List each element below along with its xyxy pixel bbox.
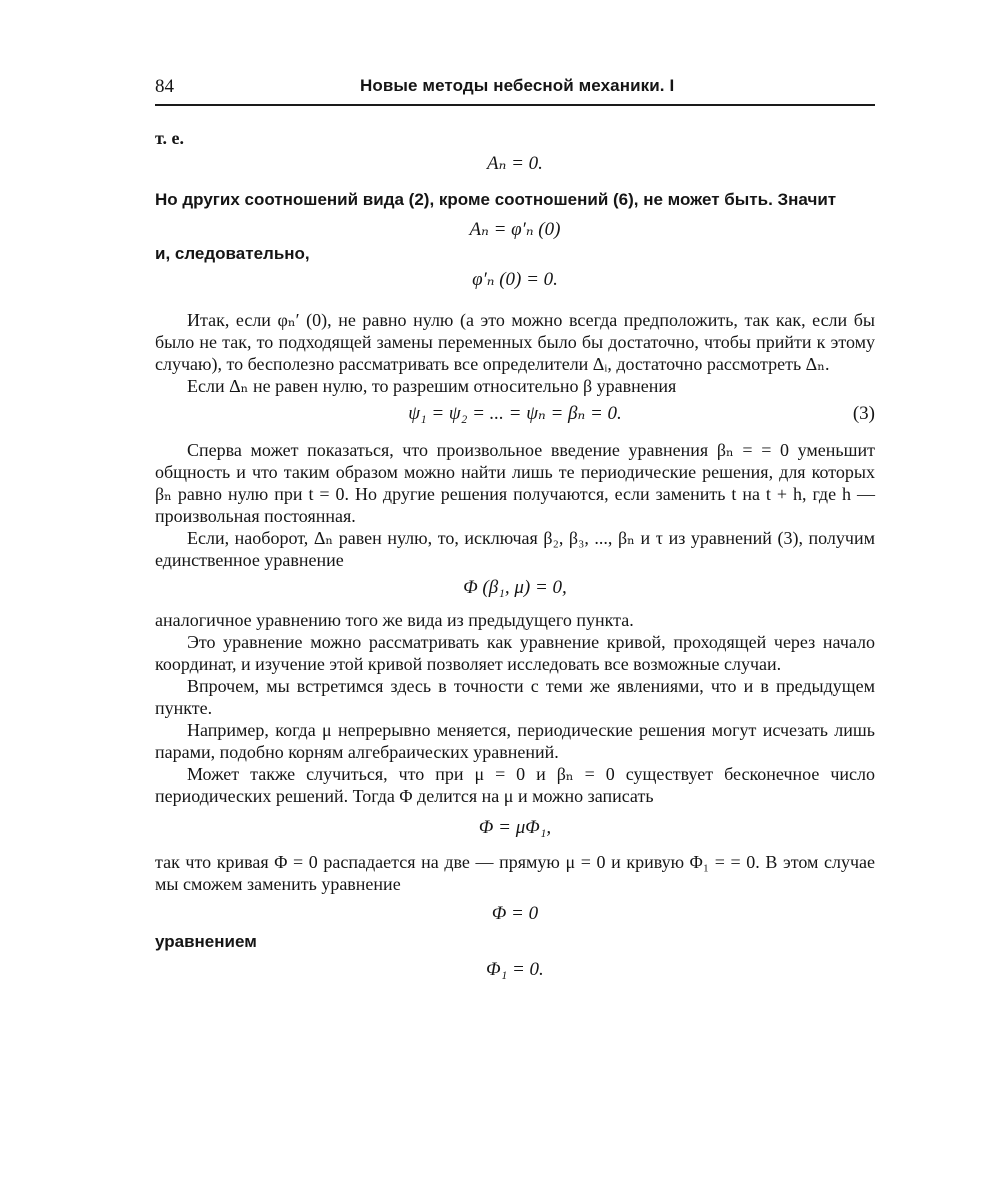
page-header: [155, 72, 875, 102]
equation-phi-beta: Φ (β₁, μ) = 0,: [463, 577, 567, 598]
page-body: [155, 127, 875, 981]
paragraph-5: Если, наоборот, Δₙ равен нулю, то, исключая β₂, β₃, ..., βₙ и τ из уравнений (3), получим единственное уравнение: [155, 528, 875, 570]
equation-3-number: (3): [852, 403, 875, 424]
equation-phi-mu: Φ = μΦ₁,: [478, 817, 552, 838]
header-rule: [155, 104, 875, 106]
paragraph-1: Но других соотношений вида (2), кроме соотношений (6), не может быть. Значит: [155, 190, 837, 209]
equation-phi-zero: φ′ₙ (0) = 0.: [472, 269, 558, 290]
paragraph-6: аналогичное уравнению того же вида из предыдущего пункта.: [155, 610, 634, 630]
equation-an-phi: Aₙ = φ′ₙ (0): [469, 219, 561, 240]
paragraph-9: Например, когда μ непрерывно меняется, периодические решения могут исчезать лишь парами, подобно корням алгебраических уравнений.: [155, 720, 875, 762]
equation-an-zero: Aₙ = 0.: [487, 153, 543, 174]
paragraph-2: Итак, если φₙ′ (0), не равно нулю (а это можно всегда предположить, так как, если бы было не так, то подходящей замены переменных было бы достаточно, чтобы прийти к этому случаю), то бесполезно рассматривать все определители Δᵢ, достаточно рассмотреть Δₙ.: [155, 310, 875, 374]
by-equation: уравнением: [155, 932, 257, 951]
paragraph-4: Сперва может показаться, что произвольное введение уравнения βₙ = = 0 уменьшит общность и что таким образом можно найти лишь те периодические решения, для которых βₙ равно нулю при t = 0. Но другие решения получаются, если заменить t на t + h, где h — произвольная постоянная.: [155, 440, 875, 526]
paragraph-3: Если Δₙ не равен нулю, то разрешим относительно β уравнения: [187, 376, 677, 396]
page-number: 84: [155, 76, 174, 97]
equation-3: [155, 403, 875, 425]
te-line: т. е.: [155, 128, 184, 148]
paragraph-11: так что кривая Φ = 0 распадается на две — прямую μ = 0 и кривую Φ₁ = = 0. В этом случае мы сможем заменить уравнение: [155, 852, 875, 894]
equation-phi-zero-2: Φ = 0: [491, 903, 539, 924]
equation-3-body: ψ₁ = ψ₂ = ... = ψₙ = βₙ = 0.: [408, 403, 622, 424]
book-page: [155, 72, 875, 1182]
paragraph-7: Это уравнение можно рассматривать как уравнение кривой, проходящей через начало координат, и изучение этой кривой позволяет исследовать все возможные случаи.: [155, 632, 875, 674]
paragraph-8: Впрочем, мы встретимся здесь в точности с теми же явлениями, что и в предыдущем пункте.: [155, 676, 875, 718]
and-therefore: и, следовательно,: [155, 244, 310, 263]
paragraph-10: Может также случиться, что при μ = 0 и βₙ = 0 существует бесконечное число периодических решений. Тогда Φ делится на μ и можно записать: [155, 764, 875, 806]
running-title: Новые методы небесной механики. I: [360, 76, 675, 95]
equation-phi1-zero: Φ₁ = 0.: [486, 959, 544, 980]
